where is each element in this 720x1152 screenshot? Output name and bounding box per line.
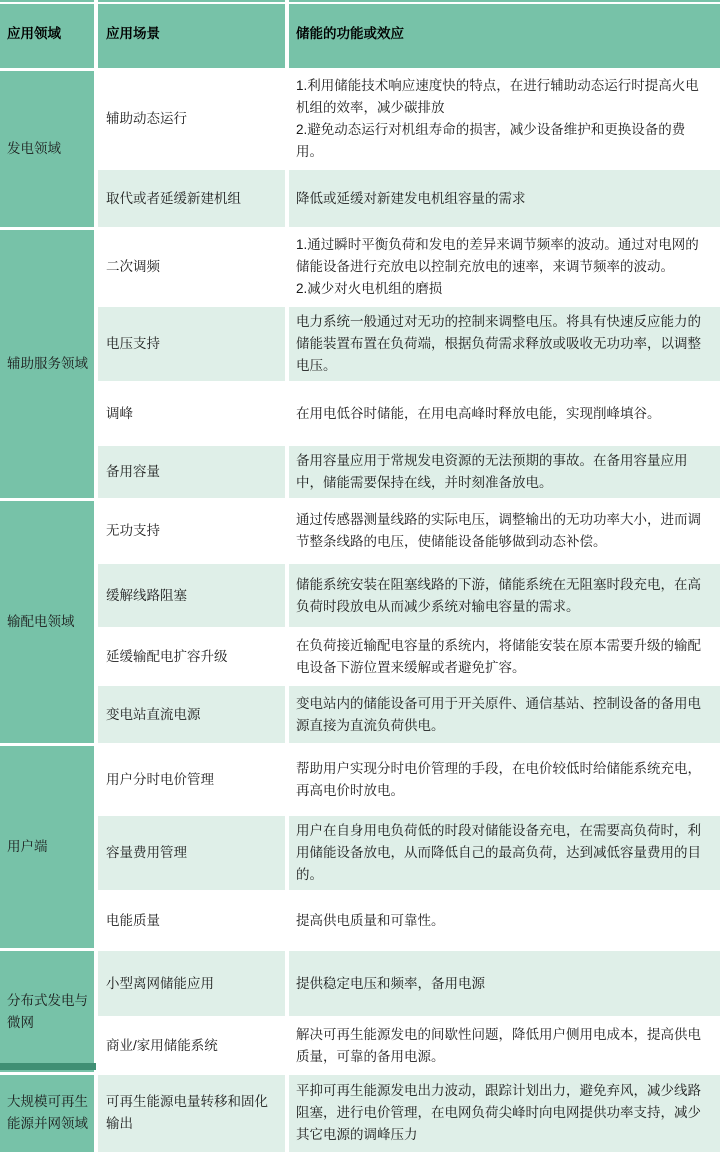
scenario-cell: 延缓输配电扩容升级 <box>96 629 287 685</box>
effect-cell <box>287 892 720 950</box>
field-cell: 用户端 <box>0 745 96 950</box>
table-row <box>0 1074 720 1152</box>
effect-cell <box>287 383 720 445</box>
effect-cell <box>287 685 720 745</box>
scenario-cell: 备用容量 <box>96 445 287 500</box>
effect-cell <box>287 306 720 383</box>
table-row <box>0 70 720 169</box>
effect-line: 降低或延缓对新建发电机组容量的需求 <box>296 190 526 206</box>
scenario-cell: 电能质量 <box>96 892 287 950</box>
field-cell: 大规模可再生能源并网领域 <box>0 1074 96 1152</box>
effect-line: 变电站内的储能设备可用于开关原件、通信基站、控制设备的备用电源直接为直流负荷供电。 <box>296 695 701 733</box>
effect-line: 储能系统安装在阻塞线路的下游，储能系统在无阻塞时段充电，在高负荷时段放电从而减少系统对输电容量的需求。 <box>296 576 701 614</box>
effect-cell <box>287 629 720 685</box>
scenario-cell: 容量费用管理 <box>96 815 287 892</box>
scenario-cell: 小型离网储能应用 <box>96 950 287 1018</box>
effect-cell <box>287 815 720 892</box>
effect-line: 备用容量应用于常规发电资源的无法预期的事故。在备用容量应用中，储能需要保持在线，并时刻准备放电。 <box>296 453 688 490</box>
table-row <box>0 815 720 892</box>
table-row <box>0 383 720 445</box>
effect-cell <box>287 445 720 500</box>
effect-cell <box>287 169 720 229</box>
effect-cell <box>287 563 720 629</box>
effect-line: 1.利用储能技术响应速度快的特点，在进行辅助动态运行时提高火电机组的效率，减少碳排放 <box>296 78 699 115</box>
effect-cell <box>287 70 720 169</box>
effect-line: 通过传感器测量线路的实际电压，调整输出的无功功率大小，进而调节整条线路的电压，使储能设备能够做到动态补偿。 <box>296 512 701 549</box>
scenario-cell: 缓解线路阻塞 <box>96 563 287 629</box>
effect-line: 电力系统一般通过对无功的控制来调整电压。将具有快速反应能力的储能装置布置在负荷端，根据负荷需求释放或吸收无功功率，以调整电压。 <box>296 314 701 373</box>
field-cell: 辅助服务领域 <box>0 229 96 500</box>
effect-cell <box>287 745 720 815</box>
effect-cell <box>287 229 720 306</box>
table-row <box>0 563 720 629</box>
header-scenario: 应用场景 <box>96 0 287 70</box>
effect-line: 2.减少对火电机组的磨损 <box>296 281 443 296</box>
scenario-cell: 电压支持 <box>96 306 287 383</box>
table-bottom-border <box>0 1063 96 1070</box>
table-row <box>0 1018 720 1074</box>
scenario-cell: 二次调频 <box>96 229 287 306</box>
table-row <box>0 892 720 950</box>
table-row <box>0 500 720 563</box>
effect-line: 用户在自身用电负荷低的时段对储能设备充电，在需要高负荷时，利用储能设备放电，从而降低自己的最高负荷，达到减低容量费用的目的。 <box>296 823 701 882</box>
effect-line: 在用电低谷时储能，在用电高峰时释放电能，实现削峰填谷。 <box>296 405 661 421</box>
effect-line: 帮助用户实现分时电价管理的手段，在电价较低时给储能系统充电，再高电价时放电。 <box>296 760 701 798</box>
effect-cell <box>287 1018 720 1074</box>
table-row <box>0 306 720 383</box>
table-row <box>0 229 720 306</box>
field-cell: 分布式发电与微网 <box>0 950 96 1074</box>
effect-cell <box>287 500 720 563</box>
scenario-cell: 无功支持 <box>96 500 287 563</box>
effect-line: 2.避免动态运行对机组寿命的损害，减少设备维护和更换设备的费用。 <box>296 122 686 159</box>
header-field: 应用领域 <box>0 0 96 70</box>
scenario-cell: 取代或者延缓新建机组 <box>96 169 287 229</box>
scenario-cell: 调峰 <box>96 383 287 445</box>
table-row <box>0 745 720 815</box>
table-top-gridline <box>0 2 720 4</box>
effect-cell <box>287 1074 720 1152</box>
table-row <box>0 685 720 745</box>
table-row <box>0 169 720 229</box>
effect-line: 解决可再生能源发电的间歇性问题，降低用户侧用电成本，提高供电质量，可靠的备用电源。 <box>296 1026 701 1064</box>
scenario-cell: 变电站直流电源 <box>96 685 287 745</box>
effect-line: 1.通过瞬时平衡负荷和发电的差异来调节频率的波动。通过对电网的储能设备进行充放电以控制充放电的速率，来调节频率的波动。 <box>296 237 699 274</box>
table-header-row <box>0 0 720 70</box>
scenario-cell: 用户分时电价管理 <box>96 745 287 815</box>
effect-line: 提供稳定电压和频率，备用电源 <box>296 975 485 991</box>
effect-line: 平抑可再生能源发电出力波动，跟踪计划出力，避免弃风，减少线路阻塞，进行电价管理，在电网负荷尖峰时向电网提供功率支持，减少其它电源的调峰压力 <box>296 1083 701 1143</box>
table-row <box>0 445 720 500</box>
effect-cell <box>287 950 720 1018</box>
field-cell: 输配电领域 <box>0 500 96 745</box>
table-row <box>0 950 720 1018</box>
effect-line: 提高供电质量和可靠性。 <box>296 912 445 928</box>
header-effect: 储能的功能或效应 <box>287 0 720 70</box>
effect-line: 在负荷接近输配电容量的系统内，将储能安装在原本需要升级的输配电设备下游位置来缓解或者避免扩容。 <box>296 637 701 675</box>
field-cell: 发电领域 <box>0 70 96 229</box>
table-row <box>0 629 720 685</box>
scenario-cell: 可再生能源电量转移和固化输出 <box>96 1074 287 1152</box>
scenario-cell: 商业/家用储能系统 <box>96 1018 287 1074</box>
scenario-cell: 辅助动态运行 <box>96 70 287 169</box>
